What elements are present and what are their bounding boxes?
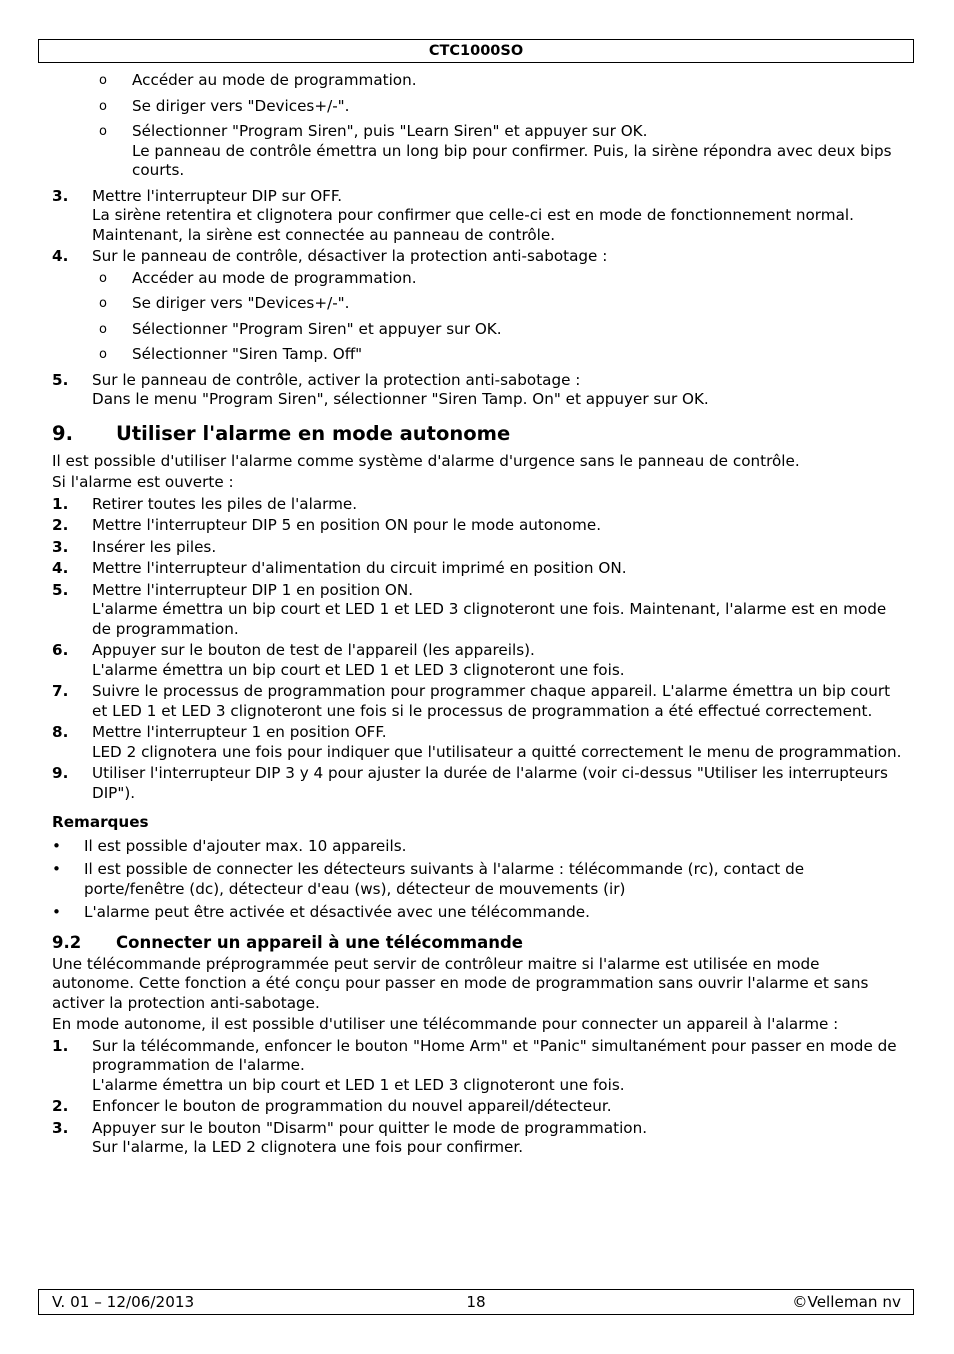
section-number: 9.2: [52, 932, 82, 952]
page-number: 18: [466, 1293, 486, 1311]
sub-text: Sélectionner "Program Siren" et appuyer sur OK.: [132, 319, 502, 338]
step-number: 9.: [52, 764, 69, 782]
step-text: Sur le panneau de contrôle, désactiver la protection anti-sabotage :: [92, 247, 608, 265]
step-text: Mettre l'interrupteur d'alimentation du circuit imprimé en position ON.: [92, 559, 627, 577]
step-text: L'alarme émettra un bip court et LED 1 et LED 3 clignoteront une fois.: [92, 660, 625, 679]
bullet-icon: •: [52, 860, 61, 878]
list-item: [52, 860, 902, 899]
section-9-condition: Si l'alarme est ouverte :: [52, 473, 234, 491]
step-text: Sur le panneau de contrôle, activer la protection anti-sabotage :: [92, 370, 581, 389]
section-9-2-heading: [52, 933, 902, 953]
step-text: Suivre le processus de programmation pour programmer chaque appareil. L'alarme émettra un bip court et LED 1 et LED 3 clignoteront une fois si le processus de programmation a été effectué correctement.: [92, 682, 891, 720]
step-text: Utiliser l'interrupteur DIP 3 y 4 pour ajuster la durée de l'alarme (voir ci-dessus "Utiliser les interrupteurs DIP").: [92, 764, 888, 802]
step-number: 5.: [52, 580, 69, 599]
step-number: 1.: [52, 1036, 69, 1055]
section-9-2-condition: En mode autonome, il est possible d'utiliser une télécommande pour connecter un appareil à l'alarme :: [52, 1015, 839, 1033]
sub-marker: o: [99, 321, 107, 337]
step-3: [52, 187, 902, 246]
step-text: Enfoncer le bouton de programmation du nouvel appareil/détecteur.: [92, 1097, 612, 1115]
step-text: Retirer toutes les piles de l'alarme.: [92, 494, 358, 513]
step-number: 4.: [52, 247, 69, 265]
page-content: [52, 69, 902, 1158]
sub-marker: o: [99, 296, 107, 311]
step-number: 3.: [52, 186, 69, 205]
section-9-intro: Il est possible d'utiliser l'alarme comme système d'alarme d'urgence sans le panneau de contrôle.: [52, 451, 800, 470]
sub-marker: o: [99, 98, 107, 114]
sub-marker: o: [99, 124, 107, 139]
step-text: Appuyer sur le bouton "Disarm" pour quitter le mode de programmation.: [92, 1118, 648, 1137]
sub-text: Se diriger vers "Devices+/-".: [132, 96, 350, 115]
list-item: [52, 538, 902, 558]
step-text: Dans le menu "Program Siren", sélectionner "Siren Tamp. On" et appuyer sur OK.: [92, 390, 709, 408]
document-code: CTC1000SO: [428, 43, 524, 59]
step-text: LED 2 clignotera une fois pour indiquer que l'utilisateur a quitté correctement le menu de programmation.: [92, 742, 902, 761]
sub-item: [99, 97, 902, 117]
version-date: V. 01 – 12/06/2013: [52, 1293, 195, 1311]
sub-text: Accéder au mode de programmation.: [132, 71, 417, 89]
sub-marker: o: [99, 347, 107, 362]
page-header: [38, 39, 914, 63]
step-number: 1.: [52, 494, 69, 513]
sub-text: Accéder au mode de programmation.: [132, 268, 417, 287]
remark-text: L'alarme peut être activée et désactivée avec une télécommande.: [84, 903, 590, 921]
step-text: La sirène retentira et clignotera pour confirmer que celle-ci est en mode de fonctionnement normal. Maintenant, la sirène est connectée au panneau de contrôle.: [92, 206, 854, 244]
step-number: 4.: [52, 559, 69, 577]
top-sub-list-b: [52, 269, 902, 365]
section-9-heading: [52, 422, 902, 446]
remarks-heading: Remarques: [52, 813, 149, 831]
step-text: L'alarme émettra un bip court et LED 1 et LED 3 clignoteront une fois. Maintenant, l'alarme est en mode de programmation.: [92, 600, 887, 638]
step-number: 2.: [52, 1097, 69, 1115]
step-number: 7.: [52, 682, 69, 700]
section-9-2-steps: [52, 1037, 902, 1158]
section-title: Connecter un appareil à une télécommande: [116, 932, 523, 952]
sub-text: Le panneau de contrôle émettra un long bip pour confirmer. Puis, la sirène répondra avec deux bips courts.: [132, 141, 892, 179]
list-item: [52, 559, 902, 579]
top-sub-list-a: [52, 71, 902, 181]
sub-marker: o: [99, 73, 107, 88]
list-item: [52, 516, 902, 536]
list-item: [52, 837, 902, 857]
step-text: Mettre l'interrupteur 1 en position OFF.: [92, 723, 387, 741]
page-footer: [38, 1289, 914, 1315]
list-item: [52, 903, 902, 923]
section-9-steps: [52, 495, 902, 804]
list-item: [52, 1119, 902, 1158]
step-4: [52, 247, 902, 267]
sub-item: [99, 269, 902, 289]
sub-item: [99, 122, 902, 181]
step-text: L'alarme émettra un bip court et LED 1 et LED 3 clignoteront une fois.: [92, 1075, 625, 1094]
section-9-2-intro: Une télécommande préprogrammée peut servir de contrôleur maitre si l'alarme est utilisée en mode autonome. Cette fonction a été conçu pour passer en mode de programmation sans ouvrir l'alarme et sans activer la protection anti-sabotage.: [52, 954, 869, 1012]
sub-text: Sélectionner "Siren Tamp. Off": [132, 345, 363, 363]
bullet-icon: •: [52, 903, 61, 921]
list-item: [52, 682, 902, 721]
step-text: Mettre l'interrupteur DIP sur OFF.: [92, 186, 343, 205]
step-text: Sur la télécommande, enfoncer le bouton "Home Arm" et "Panic" simultanément pour passer en mode de programmation de l'alarme.: [92, 1036, 897, 1074]
sub-item: [99, 345, 902, 365]
step-5: [52, 371, 902, 410]
sub-marker: o: [99, 270, 107, 286]
list-item: [52, 1097, 902, 1117]
sub-item: [99, 320, 902, 340]
remark-text: Il est possible de connecter les détecteurs suivants à l'alarme : télécommande (rc), contact de porte/fenêtre (dc), détecteur d'eau (ws), détecteur de mouvements (ir): [84, 860, 805, 898]
list-item: [52, 495, 902, 515]
section-title: Utiliser l'alarme en mode autonome: [116, 421, 511, 445]
step-text: Mettre l'interrupteur DIP 5 en position ON pour le mode autonome.: [92, 516, 602, 534]
list-item: [52, 723, 902, 762]
sub-item: [99, 294, 902, 314]
remark-text: Il est possible d'ajouter max. 10 appareils.: [84, 836, 407, 855]
step-number: 8.: [52, 723, 69, 741]
section-number: 9.: [52, 421, 73, 445]
list-item: [52, 581, 902, 640]
remarks-list: [52, 837, 902, 923]
step-text: Sur l'alarme, la LED 2 clignotera une fois pour confirmer.: [92, 1138, 524, 1156]
list-item: [52, 764, 902, 803]
step-number: 3.: [52, 537, 69, 556]
bullet-icon: •: [52, 836, 61, 855]
step-text: Mettre l'interrupteur DIP 1 en position ON.: [92, 580, 414, 599]
sub-text: Sélectionner "Program Siren", puis "Learn Siren" et appuyer sur OK.: [132, 122, 648, 140]
list-item: [52, 641, 902, 680]
step-text: Appuyer sur le bouton de test de l'appareil (les appareils).: [92, 641, 535, 659]
step-number: 5.: [52, 370, 69, 389]
step-number: 3.: [52, 1118, 69, 1137]
sub-text: Se diriger vers "Devices+/-".: [132, 294, 350, 312]
step-text: Insérer les piles.: [92, 537, 217, 556]
list-item: [52, 1037, 902, 1096]
sub-item: [99, 71, 902, 91]
step-number: 6.: [52, 641, 69, 659]
copyright: ©Velleman nv: [792, 1293, 901, 1311]
step-number: 2.: [52, 516, 69, 534]
